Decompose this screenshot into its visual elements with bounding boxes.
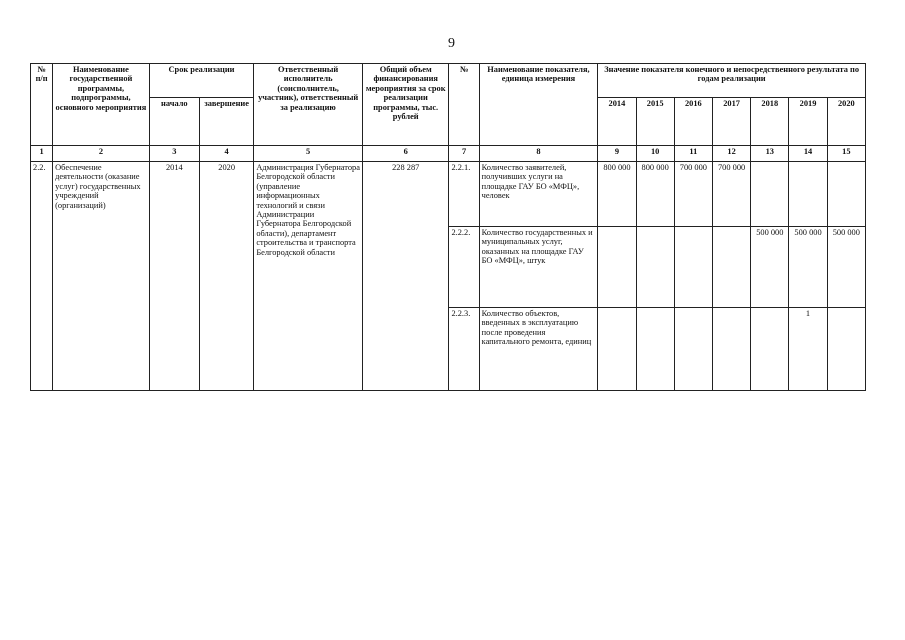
header-col-period: Срок реализации [149, 64, 254, 98]
indicator-value [751, 162, 789, 227]
indicator-value [636, 308, 674, 391]
activity-num: 2.2. [31, 162, 53, 391]
page-number: 9 [448, 36, 455, 51]
activity-end: 2020 [199, 162, 253, 391]
header-col-indicator-num: № [449, 64, 479, 146]
column-number: 6 [362, 146, 449, 162]
indicator-value: 500 000 [751, 227, 789, 308]
indicator-value: 700 000 [674, 162, 712, 227]
indicator-name: Количество государственных и муниципальных услуг, оказанных на площадке ГАУ БО «МФЦ», штук [479, 227, 598, 308]
indicator-name: Количество заявителей, получивших услуги на площадке ГАУ БО «МФЦ», человек [479, 162, 598, 227]
header-year: 2017 [712, 98, 750, 146]
indicator-num: 2.2.2. [449, 227, 479, 308]
header-col-name: Наименование государственной программы, подпрограммы, основного мероприятия [53, 64, 150, 146]
indicator-value [598, 227, 636, 308]
column-number: 7 [449, 146, 479, 162]
header-col-values: Значение показателя конечного и непосредственного результата по годам реализации [598, 64, 866, 98]
table-row [31, 162, 866, 227]
column-number: 14 [789, 146, 827, 162]
header-year: 2020 [827, 98, 865, 146]
column-number: 10 [636, 146, 674, 162]
header-col-end: завершение [199, 98, 253, 146]
activity-responsible: Администрация Губернатора Белгородской области (управление информационных технологий и связи Администрации Губернатора Белгородской области), департамент строительства и транспорта Белгородской области [254, 162, 363, 391]
indicator-num: 2.2.1. [449, 162, 479, 227]
indicator-value: 1 [789, 308, 827, 391]
column-number: 4 [199, 146, 253, 162]
column-number: 13 [751, 146, 789, 162]
column-number: 11 [674, 146, 712, 162]
indicator-value [636, 227, 674, 308]
header-year: 2014 [598, 98, 636, 146]
indicator-value [712, 308, 750, 391]
activity-funding: 228 287 [362, 162, 449, 391]
header-col-start: начало [149, 98, 199, 146]
indicator-value: 800 000 [636, 162, 674, 227]
header-col-num: № п/п [31, 64, 53, 146]
indicator-value [789, 162, 827, 227]
indicator-value: 500 000 [789, 227, 827, 308]
header-year: 2018 [751, 98, 789, 146]
indicator-value [751, 308, 789, 391]
header-year: 2019 [789, 98, 827, 146]
indicator-value: 700 000 [712, 162, 750, 227]
activity-name: Обеспечение деятельности (оказание услуг) государственных учреждений (организаций) [53, 162, 150, 391]
program-table [30, 63, 866, 391]
indicator-value: 500 000 [827, 227, 865, 308]
column-number: 3 [149, 146, 199, 162]
header-col-indicator-name: Наименование показателя, единица измерения [479, 64, 598, 146]
column-number: 15 [827, 146, 865, 162]
indicator-value [712, 227, 750, 308]
indicator-value [827, 308, 865, 391]
indicator-name: Количество объектов, введенных в эксплуатацию после проведения капитального ремонта, единиц [479, 308, 598, 391]
column-number: 9 [598, 146, 636, 162]
indicator-value [674, 227, 712, 308]
indicator-num: 2.2.3. [449, 308, 479, 391]
activity-start: 2014 [149, 162, 199, 391]
header-year: 2015 [636, 98, 674, 146]
column-number: 5 [254, 146, 363, 162]
column-number: 1 [31, 146, 53, 162]
header-col-responsible: Ответственный исполнитель (соисполнитель, участник), ответственный за реализацию [254, 64, 363, 146]
column-number: 2 [53, 146, 150, 162]
indicator-value: 800 000 [598, 162, 636, 227]
header-col-funding: Общий объем финансирования мероприятия за срок реализации программы, тыс. рублей [362, 64, 449, 146]
column-number: 12 [712, 146, 750, 162]
header-year: 2016 [674, 98, 712, 146]
indicator-value [598, 308, 636, 391]
indicator-value [827, 162, 865, 227]
column-number: 8 [479, 146, 598, 162]
indicator-value [674, 308, 712, 391]
